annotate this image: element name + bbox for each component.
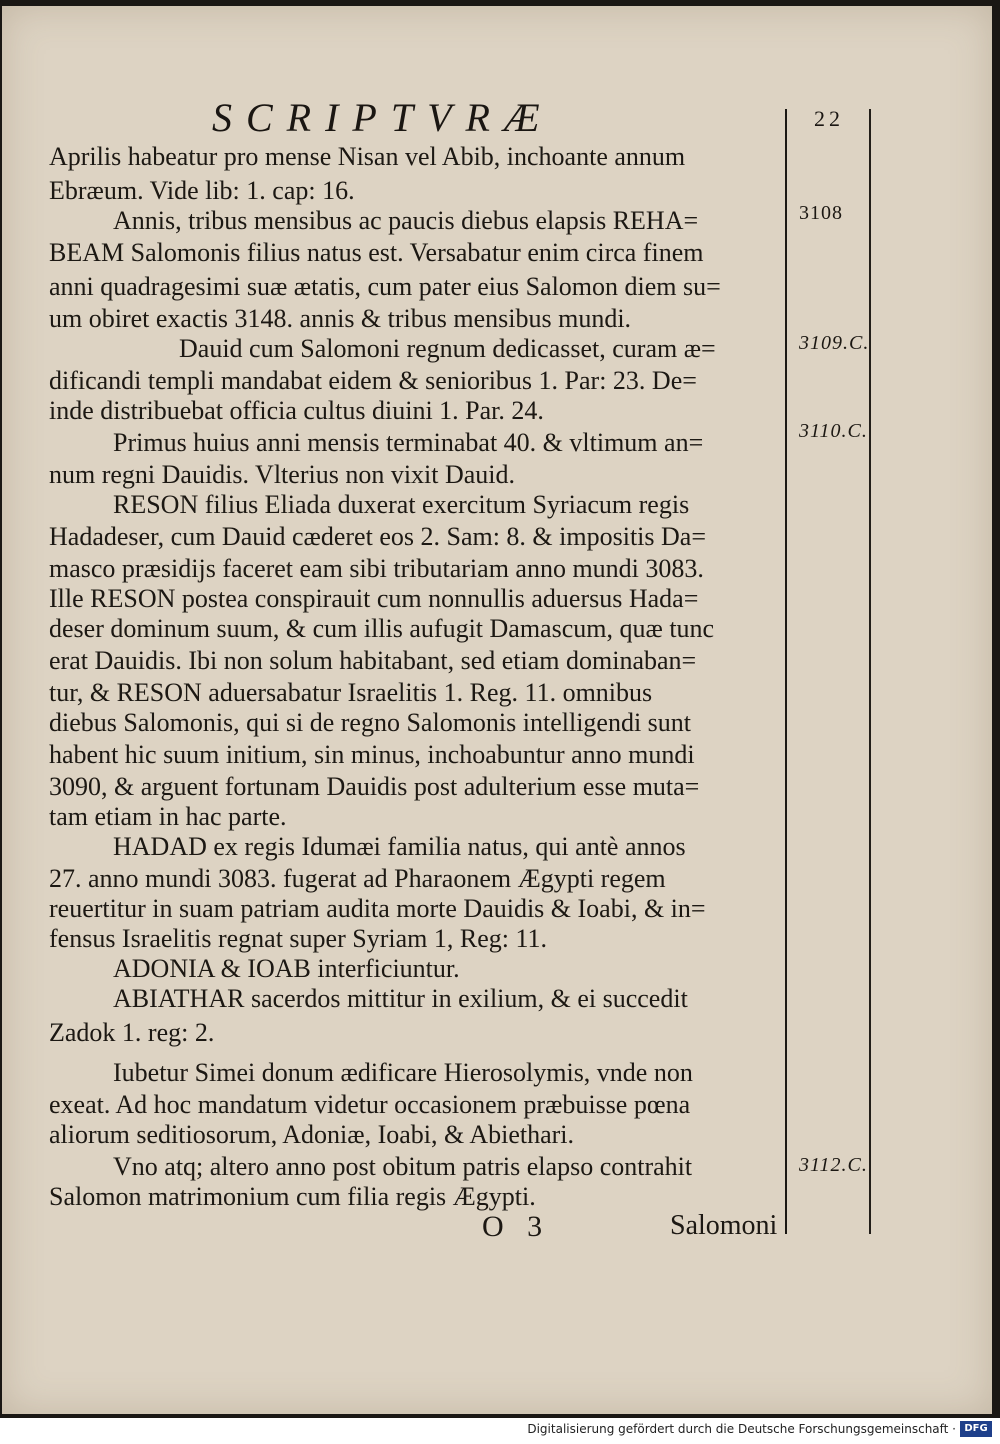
dfg-logo: DFG bbox=[960, 1421, 992, 1437]
text-line: inde distribuebat officia cultus diuini 1. Par. 24. bbox=[49, 396, 544, 425]
text-line: 3090, & arguent fortunam Dauidis post adulterium esse muta= bbox=[49, 772, 700, 801]
text-line: anni quadragesimi suæ ætatis, cum pater eius Salomon diem su= bbox=[49, 272, 721, 301]
text-line: RESON filius Eliada duxerat exercitum Syriacum regis bbox=[113, 490, 690, 519]
page-number: 22 bbox=[814, 106, 844, 131]
text-line: Ebræum. Vide lib: 1. cap: 16. bbox=[49, 176, 355, 205]
footer-credit: Digitalisierung gefördert durch die Deutsche Forschungsgemeinschaft · bbox=[527, 1422, 956, 1436]
running-head: SCRIPTVRÆ bbox=[212, 95, 554, 140]
text-line: um obiret exactis 3148. annis & tribus mensibus mundi. bbox=[49, 304, 632, 333]
text-line: BEAM Salomonis filius natus est. Versabatur enim circa finem bbox=[49, 238, 704, 267]
text-line: Zadok 1. reg: 2. bbox=[49, 1018, 215, 1047]
text-line: Vno atq; altero anno post obitum patris elapso contrahit bbox=[113, 1152, 693, 1181]
text-line: masco præsidijs faceret eam sibi tributariam anno mundi 3083. bbox=[49, 554, 704, 583]
margin-note: 3112.C. bbox=[799, 1154, 868, 1176]
margin-rule bbox=[785, 109, 787, 1234]
text-line: num regni Dauidis. Vlterius non vixit Dauid. bbox=[49, 460, 516, 489]
text-line: Hadadeser, cum Dauid cæderet eos 2. Sam: 8. & impositis Da= bbox=[49, 522, 706, 551]
catchword: Salomoni bbox=[670, 1210, 778, 1241]
text-line: deser dominum suum, & cum illis aufugit Damascum, quæ tunc bbox=[49, 614, 715, 643]
text-line: Annis, tribus mensibus ac paucis diebus elapsis REHA= bbox=[113, 206, 699, 235]
text-line: Dauid cum Salomoni regnum dedicasset, curam æ= bbox=[179, 334, 716, 363]
margin-note: 3110.C. bbox=[799, 420, 868, 442]
text-line: diebus Salomonis, qui si de regno Salomonis intelligendi sunt bbox=[49, 708, 692, 737]
text-line: ADONIA & IOAB interficiuntur. bbox=[113, 954, 460, 983]
book-page bbox=[2, 6, 992, 1414]
text-line: habent hic suum initium, sin minus, inchoabuntur anno mundi bbox=[49, 740, 695, 769]
text-line: Primus huius anni mensis terminabat 40. & vltimum an= bbox=[113, 428, 704, 457]
text-line: Aprilis habeatur pro mense Nisan vel Abib, inchoante annum bbox=[49, 142, 686, 171]
text-line: reuertitur in suam patriam audita morte Dauidis & Ioabi, & in= bbox=[49, 894, 706, 923]
text-line: Salomon matrimonium cum filia regis Ægypti. bbox=[49, 1182, 536, 1211]
text-line: ABIATHAR sacerdos mittitur in exilium, & ei succedit bbox=[113, 984, 688, 1013]
text-line: dificandi templi mandabat eidem & senioribus 1. Par: 23. De= bbox=[49, 366, 697, 395]
text-line: erat Dauidis. Ibi non solum habitabant, sed etiam dominaban= bbox=[49, 646, 697, 675]
text-line: tur, & RESON aduersabatur Israelitis 1. Reg. 11. omnibus bbox=[49, 678, 653, 707]
text-line: 27. anno mundi 3083. fugerat ad Pharaonem Ægypti regem bbox=[49, 864, 666, 893]
text-line: HADAD ex regis Idumæi familia natus, qui antè annos bbox=[113, 832, 686, 861]
text-line: aliorum seditiosorum, Adoniæ, Ioabi, & Abiethari. bbox=[49, 1120, 575, 1149]
text-line: fensus Israelitis regnat super Syriam 1, Reg: 11. bbox=[49, 924, 547, 953]
margin-note: 3109.C. bbox=[799, 332, 870, 354]
signature-mark: O 3 bbox=[482, 1210, 551, 1243]
margin-note: 3108 bbox=[799, 202, 843, 224]
text-line: exeat. Ad hoc mandatum videtur occasionem præbuisse pœna bbox=[49, 1090, 691, 1119]
text-line: Ille RESON postea conspirauit cum nonnullis aduersus Hada= bbox=[49, 584, 699, 613]
text-line: Iubetur Simei donum ædificare Hierosolymis, vnde non bbox=[113, 1058, 693, 1087]
text-line: tam etiam in hac parte. bbox=[49, 802, 287, 831]
outer-rule bbox=[869, 109, 871, 1234]
